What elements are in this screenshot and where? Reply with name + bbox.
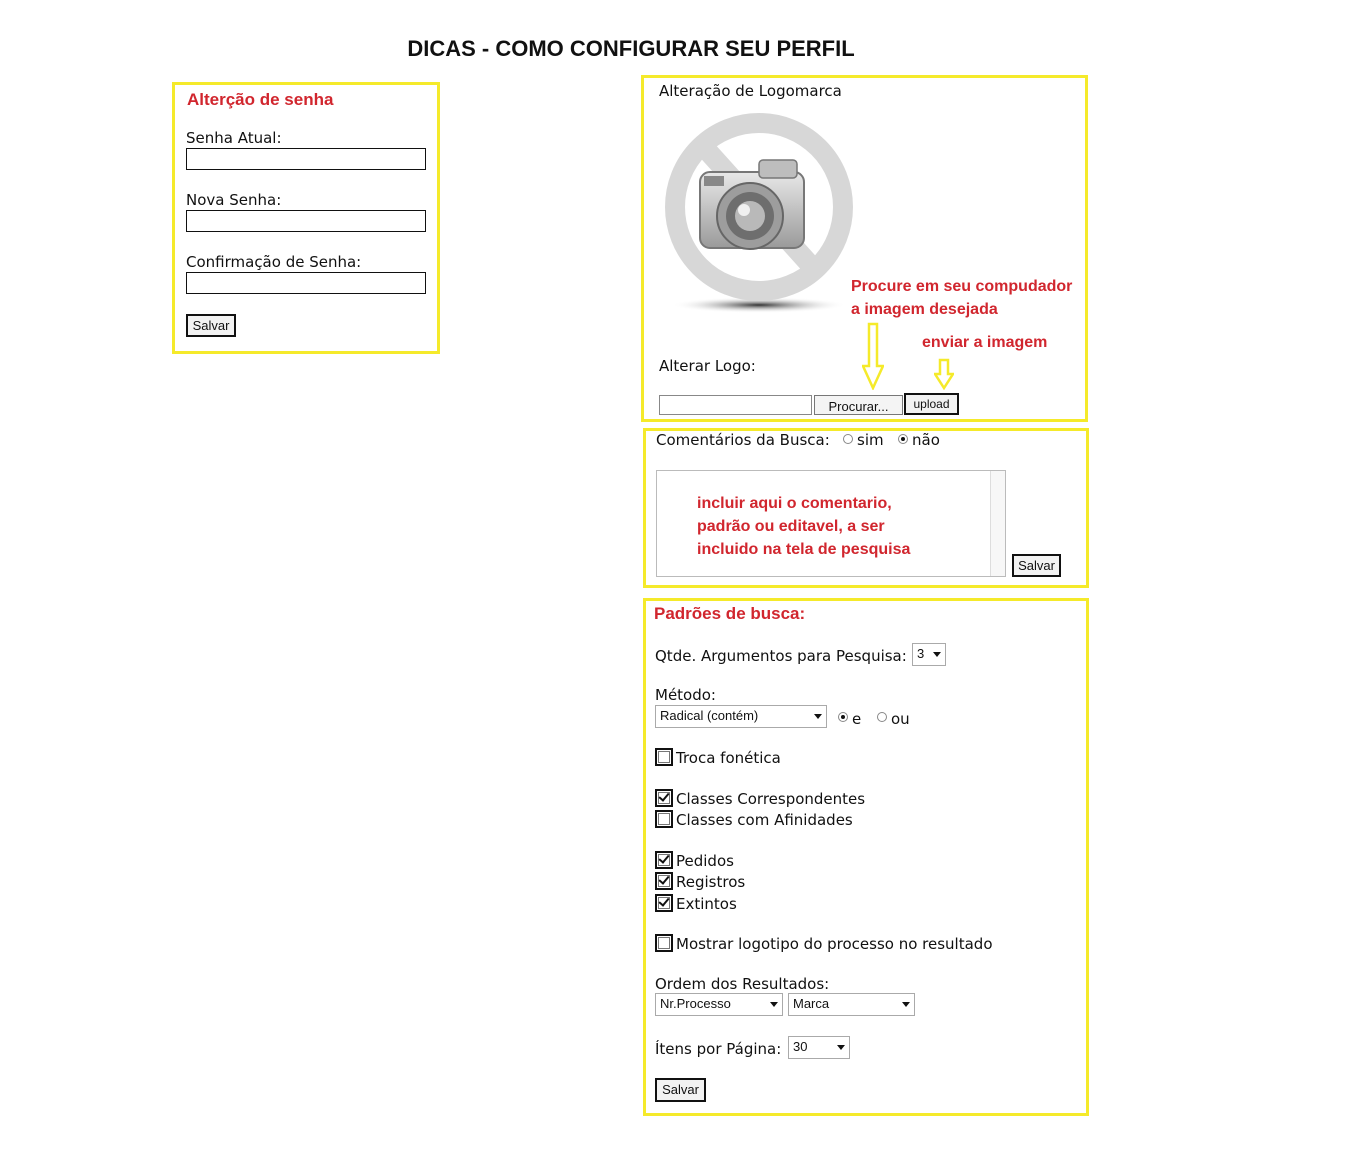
items-per-page-value: 30 (793, 1039, 808, 1054)
textarea-scrollbar[interactable] (990, 471, 1005, 576)
method-label: Método: (655, 686, 716, 704)
change-logo-label: Alterar Logo: (659, 357, 756, 375)
checkbox-registrations-label: Registros (676, 873, 746, 891)
comments-annotation: incluir aqui o comentario, padrão ou editavel, a ser incluido na tela de pesquisa (697, 495, 911, 558)
upload-button[interactable]: upload (904, 393, 959, 415)
password-save-button[interactable]: Salvar (186, 314, 236, 337)
search-panel-heading: Padrões de busca: (654, 604, 806, 623)
checkbox-affinity-classes[interactable] (655, 810, 673, 828)
checkbox-show-logo-label: Mostrar logotipo do processo no resultado (676, 935, 993, 953)
order-primary-select[interactable] (655, 993, 783, 1016)
chevron-down-icon (837, 1045, 845, 1050)
args-select-value: 3 (917, 646, 925, 661)
arrow-down-icon (862, 322, 884, 390)
checkbox-phonetic[interactable] (655, 748, 673, 766)
chevron-down-icon (902, 1002, 910, 1007)
comments-radio-yes[interactable] (843, 434, 853, 444)
order-secondary-value: Marca (793, 996, 830, 1011)
confirm-password-label: Confirmação de Senha: (186, 253, 362, 271)
chevron-down-icon (933, 652, 941, 657)
search-save-button[interactable]: Salvar (655, 1078, 706, 1102)
checkbox-extinct[interactable] (655, 894, 673, 912)
comments-radio-yes-label: sim (857, 431, 884, 449)
method-select[interactable] (655, 705, 827, 728)
args-select[interactable] (912, 643, 946, 666)
comments-radio-no[interactable] (898, 434, 908, 444)
current-password-input[interactable] (186, 148, 426, 170)
order-secondary-select[interactable] (788, 993, 915, 1016)
order-primary-value: Nr.Processo (660, 996, 731, 1011)
comments-save-button[interactable]: Salvar (1012, 554, 1061, 577)
logo-file-input[interactable] (659, 395, 812, 415)
checkbox-show-logo[interactable] (655, 934, 673, 952)
password-panel-heading: Alterção de senha (187, 90, 334, 109)
arrow-down-icon (934, 358, 954, 390)
checkbox-extinct-label: Extintos (676, 895, 737, 913)
chevron-down-icon (770, 1002, 778, 1007)
logo-search-annotation: Procure em seu compudador a imagem desejada (851, 278, 1073, 318)
method-select-value: Radical (contém) (660, 708, 759, 723)
comments-label: Comentários da Busca: (656, 431, 830, 449)
no-camera-icon (664, 112, 858, 322)
checkbox-phonetic-label: Troca fonética (676, 749, 781, 767)
logo-panel-heading: Alteração de Logomarca (659, 82, 842, 100)
method-radio-or-label: ou (891, 710, 910, 728)
method-radio-and-label: e (852, 710, 862, 728)
logo-upload-annotation: enviar a imagem (922, 334, 1048, 351)
current-password-label: Senha Atual: (186, 129, 282, 147)
page-title: DICAS - COMO CONFIGURAR SEU PERFIL (407, 36, 855, 61)
args-label: Qtde. Argumentos para Pesquisa: (655, 647, 907, 665)
checkbox-corresponding-classes[interactable] (655, 789, 673, 807)
browse-button[interactable]: Procurar... (814, 395, 903, 415)
new-password-input[interactable] (186, 210, 426, 232)
checkbox-requests[interactable] (655, 851, 673, 869)
confirm-password-input[interactable] (186, 272, 426, 294)
comments-radio-no-label: não (912, 431, 940, 449)
new-password-label: Nova Senha: (186, 191, 282, 209)
checkbox-requests-label: Pedidos (676, 852, 734, 870)
method-radio-or[interactable] (877, 712, 887, 722)
chevron-down-icon (814, 714, 822, 719)
checkbox-registrations[interactable] (655, 872, 673, 890)
method-radio-and[interactable] (838, 712, 848, 722)
checkbox-corresponding-classes-label: Classes Correspondentes (676, 790, 866, 808)
items-per-page-label: Ítens por Página: (655, 1040, 782, 1058)
items-per-page-select[interactable] (788, 1036, 850, 1059)
order-label: Ordem dos Resultados: (655, 975, 830, 993)
checkbox-affinity-classes-label: Classes com Afinidades (676, 811, 853, 829)
